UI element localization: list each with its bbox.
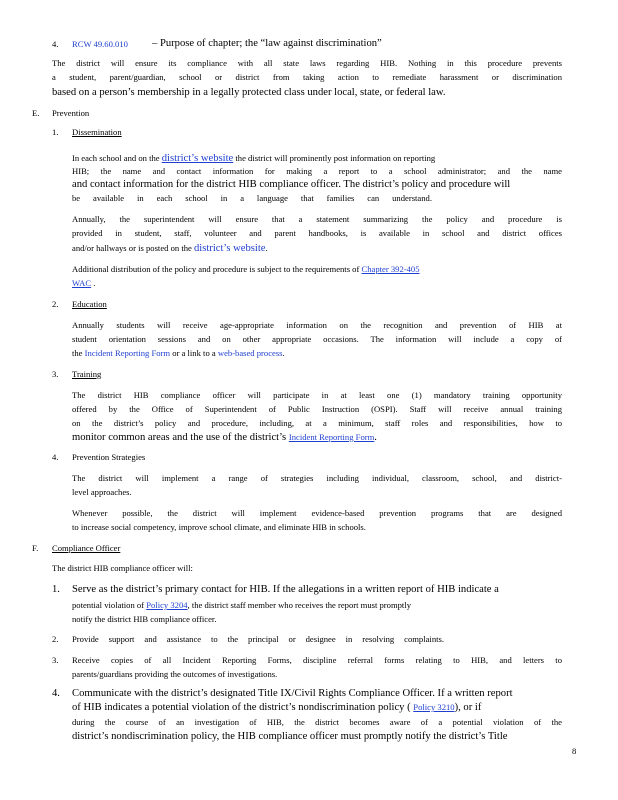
paragraph-line: potential violation of Policy 3204, the district staff member who receives the report must promptly [72, 600, 412, 610]
subsection-heading: Dissemination [72, 127, 122, 137]
paragraph-line: Receive copies of all Incident Reporting Forms, discipline referral forms relating to HIB, and letters to [72, 655, 562, 665]
paragraph-line: to increase social competency, improve school climate, and eliminate HIB in schools. [72, 522, 366, 532]
paragraph-line: district’s nondiscrimination policy, the HIB compliance officer must promptly notify the district’s Title [72, 731, 508, 742]
paragraph-line: a student, parent/guardian, school or district from taking action to remediate harassment or discrimination [52, 72, 562, 82]
section-heading: Compliance Officer [52, 543, 121, 553]
paragraph-line: offered by the Office of Superintendent of Public Instruction (OSPI). Staff will receive annual training [72, 404, 562, 414]
paragraph-line: on the district’s policy and procedure, including, at a minimum, staff roles and responsibilities, how to [72, 418, 562, 428]
paragraph-line: Additional distribution of the policy and procedure is subject to the requirements of Chapter 392-405 [72, 264, 420, 274]
rcw-title: – Purpose of chapter; the “law against discrimination” [152, 38, 382, 49]
paragraph-line: of HIB indicates a potential violation of the district’s nondiscrimination policy ( Policy 3210), or if [72, 702, 482, 713]
paragraph-line: HIB; the name and contact information for making a report to a school administrator; and the name [72, 166, 562, 176]
paragraph-line: the Incident Reporting Form or a link to a web-based process. [72, 348, 285, 358]
rcw-link[interactable]: RCW 49.60.010 [72, 39, 128, 49]
list-number: 4. [52, 688, 60, 699]
list-number: 4. [52, 39, 59, 49]
paragraph-line: In each school and on the district’s website the district will prominently post information on reporting [72, 153, 436, 164]
paragraph-line: during the course of an investigation of HIB, the district becomes aware of a potential violation of the [72, 717, 562, 727]
paragraph-line: Provide support and assistance to the principal or designee in resolving complaints. [72, 634, 444, 644]
subsection-heading: Prevention Strategies [72, 452, 146, 462]
paragraph-line: The district will implement a range of strategies including individual, classroom, school, and district- [72, 473, 562, 483]
paragraph-line: Annually, the superintendent will ensure that a statement summarizing the policy and procedure is [72, 214, 562, 224]
paragraph-line: The district HIB compliance officer will participate in at least one (1) mandatory training opportunity [72, 390, 562, 400]
chapter-wac-link[interactable]: WAC [72, 278, 92, 288]
paragraph-line: Whenever possible, the district will implement evidence-based prevention programs that are designed [72, 508, 562, 518]
subsection-heading: Training [72, 369, 102, 379]
paragraph-line: notify the district HIB compliance officer. [72, 614, 217, 624]
list-number: 3. [52, 369, 59, 379]
incident-reporting-form-link[interactable]: Incident Reporting Form [288, 432, 375, 442]
list-number: 2. [52, 299, 59, 309]
paragraph-line: Communicate with the district’s designated Title IX/Civil Rights Compliance Officer. If a written report [72, 688, 513, 699]
list-number: 4. [52, 452, 59, 462]
paragraph-line: be available in each school in a language that families can understand. [72, 193, 432, 203]
paragraph-line: monitor common areas and the use of the district’s Incident Reporting Form. [72, 432, 377, 443]
paragraph-line: The district will ensure its compliance with all state laws regarding HIB. Nothing in this procedure prevents [52, 58, 562, 68]
list-number: 3. [52, 655, 59, 665]
incident-reporting-form-link[interactable]: Incident Reporting Form [84, 348, 171, 358]
paragraph-line: based on a person’s membership in a legally protected class under local, state, or federal law. [52, 87, 446, 98]
paragraph-line: and contact information for the district HIB compliance officer. The district’s policy and procedure will [72, 179, 511, 190]
district-website-link[interactable]: district’s website [161, 153, 234, 164]
policy-3210-link[interactable]: Policy 3210 [413, 702, 455, 712]
list-number: 1. [52, 127, 59, 137]
paragraph-line: and/or hallways or is posted on the district’s website. [72, 243, 268, 254]
page-number: 8 [572, 746, 577, 756]
list-number: 1. [52, 584, 60, 595]
policy-3204-link[interactable]: Policy 3204 [146, 600, 188, 610]
paragraph-line: parents/guardians providing the outcomes of investigations. [72, 669, 278, 679]
paragraph-line: The district HIB compliance officer will: [52, 563, 193, 573]
web-based-process-link[interactable]: web-based process [217, 348, 283, 358]
paragraph-line: level approaches. [72, 487, 132, 497]
section-heading: Prevention [52, 108, 90, 118]
paragraph-line: provided in student, staff, volunteer and parent handbooks, is available in school and district offices [72, 228, 562, 238]
list-number: 2. [52, 634, 59, 644]
section-letter: E. [32, 108, 40, 118]
paragraph-line: student orientation sessions and on other appropriate occasions. The information will include a copy of [72, 334, 562, 344]
subsection-heading: Education [72, 299, 107, 309]
paragraph-line: Serve as the district’s primary contact for HIB. If the allegations in a written report of HIB indicate a [72, 584, 499, 595]
district-website-link[interactable]: district’s website [193, 243, 266, 254]
paragraph-line: Annually students will receive age-appropriate information on the recognition and prevention of HIB at [72, 320, 562, 330]
section-letter: F. [32, 543, 39, 553]
chapter-wac-link[interactable]: Chapter 392-405 [361, 264, 420, 274]
paragraph-line: WAC . [72, 278, 96, 288]
